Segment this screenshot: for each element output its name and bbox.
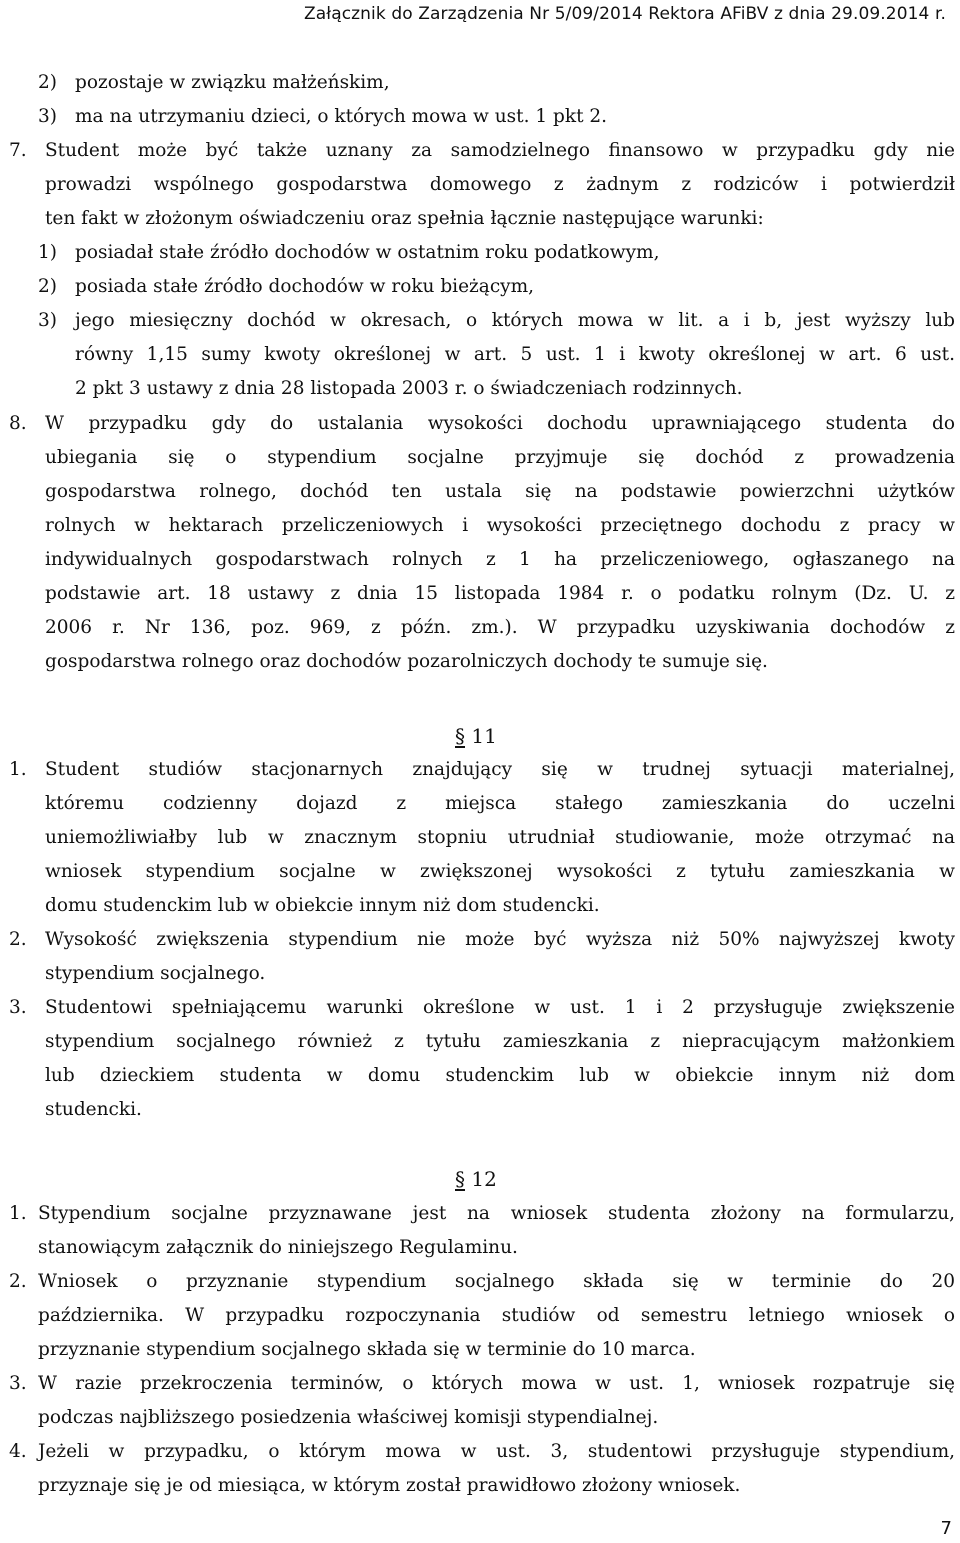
item-number: 2) — [38, 72, 57, 93]
text-line: przyznaje się je od miesiąca, w którym został prawidłowo złożony wniosek. — [38, 1475, 741, 1496]
text-line: Jeżeli w przypadku, o którym mowa w ust. 3, studentowi przysługuje stypendium, — [38, 1441, 955, 1462]
item-number: 1. — [9, 759, 27, 780]
text-line: wniosek stypendium socjalne w zwiększonej wysokości z tytułu zamieszkania w — [45, 861, 955, 882]
text-line: Wniosek o przyznanie stypendium socjalnego składa się w terminie do 20 — [38, 1271, 955, 1292]
text-line: domu studenckim lub w obiekcie innym niż dom studencki. — [45, 895, 600, 916]
text-line: równy 1,15 sumy kwoty określonej w art. 5 ust. 1 i kwoty określonej w art. 6 ust. — [75, 344, 955, 365]
section-symbol: § — [455, 724, 465, 748]
text-line: któremu codzienny dojazd z miejsca stałego zamieszkania do uczelni — [45, 793, 955, 814]
item-number: 2. — [9, 1271, 27, 1292]
text-line: października. W przypadku rozpoczynania studiów od semestru letniego wniosek o — [38, 1305, 955, 1326]
item-number: 4. — [9, 1441, 27, 1462]
text-line: Student może być także uznany za samodzielnego finansowo w przypadku gdy nie — [45, 140, 955, 161]
text-line: stypendium socjalnego również z tytułu zamieszkania z niepracującym małżonkiem — [45, 1031, 955, 1052]
text-line: podstawie art. 18 ustawy z dnia 15 listopada 1984 r. o podatku rolnym (Dz. U. z — [45, 583, 955, 604]
item-number: 1. — [9, 1203, 27, 1224]
text-line: pozostaje w związku małżeńskim, — [75, 72, 390, 93]
text-line: ma na utrzymaniu dzieci, o których mowa w ust. 1 pkt 2. — [75, 106, 608, 127]
text-line: jego miesięczny dochód w okresach, o których mowa w lit. a i b, jest wyższy lub — [75, 310, 955, 331]
text-line: indywidualnych gospodarstwach rolnych z 1 ha przeliczeniowego, ogłaszanego na — [45, 549, 955, 570]
item-number: 7. — [9, 140, 27, 161]
text-line: rolnych w hektarach przeliczeniowych i wysokości przeciętnego dochodu z pracy w — [45, 515, 955, 536]
item-number: 2) — [38, 276, 57, 297]
text-line: W przypadku gdy do ustalania wysokości dochodu uprawniającego studenta do — [45, 413, 955, 434]
text-line: posiada stałe źródło dochodów w roku bieżącym, — [75, 276, 535, 297]
text-line: Stypendium socjalne przyznawane jest na wniosek studenta złożony na formularzu, — [38, 1203, 955, 1224]
item-number: 3) — [38, 310, 57, 331]
document-header: Załącznik do Zarządzenia Nr 5/09/2014 Rektora AFiBV z dnia 29.09.2014 r. — [304, 4, 946, 24]
item-number: 2. — [9, 929, 27, 950]
item-number: 3. — [9, 1373, 27, 1394]
text-line: lub dzieckiem studenta w domu studenckim lub w obiekcie innym niż dom — [45, 1065, 955, 1086]
item-number: 1) — [38, 242, 57, 263]
text-line: uniemożliwiałby lub w znacznym stopniu utrudniał studiowanie, może otrzymać na — [45, 827, 955, 848]
section-number: 12 — [471, 1167, 497, 1191]
text-line: prowadzi wspólnego gospodarstwa domowego z żadnym z rodziców i potwierdził — [45, 174, 955, 195]
text-line: Studentowi spełniającemu warunki określone w ust. 1 i 2 przysługuje zwiększenie — [45, 997, 955, 1018]
text-line: stanowiącym załącznik do niniejszego Regulaminu. — [38, 1237, 518, 1258]
text-line: 2006 r. Nr 136, poz. 969, z późn. zm.). W przypadku uzyskiwania dochodów z — [45, 617, 955, 638]
section-heading-12 — [455, 1168, 497, 1190]
text-line: stypendium socjalnego. — [45, 963, 266, 984]
text-line: ten fakt w złożonym oświadczeniu oraz spełnia łącznie następujące warunki: — [45, 208, 764, 229]
section-number: 11 — [471, 724, 497, 748]
item-number: 3. — [9, 997, 27, 1018]
section-symbol: § — [455, 1167, 465, 1191]
text-line: W razie przekroczenia terminów, o których mowa w ust. 1, wniosek rozpatruje się — [38, 1373, 955, 1394]
text-line: przyznanie stypendium socjalnego składa się w terminie do 10 marca. — [38, 1339, 696, 1360]
text-line: gospodarstwa rolnego oraz dochodów pozarolniczych dochody te sumuje się. — [45, 651, 768, 672]
text-line: Student studiów stacjonarnych znajdujący się w trudnej sytuacji materialnej, — [45, 759, 955, 780]
text-line: 2 pkt 3 ustawy z dnia 28 listopada 2003 r. o świadczeniach rodzinnych. — [75, 378, 743, 399]
section-heading-11 — [455, 725, 497, 747]
text-line: ubiegania się o stypendium socjalne przyjmuje się dochód z prowadzenia — [45, 447, 955, 468]
text-line: Wysokość zwiększenia stypendium nie może być wyższa niż 50% najwyższej kwoty — [45, 929, 955, 950]
text-line: gospodarstwa rolnego, dochód ten ustala się na podstawie powierzchni użytków — [45, 481, 955, 502]
item-number: 8. — [9, 413, 27, 434]
item-number: 3) — [38, 106, 57, 127]
text-line: studencki. — [45, 1099, 142, 1120]
text-line: posiadał stałe źródło dochodów w ostatnim roku podatkowym, — [75, 242, 660, 263]
text-line: podczas najbliższego posiedzenia właściwej komisji stypendialnej. — [38, 1407, 659, 1428]
page-number: 7 — [940, 1518, 952, 1539]
